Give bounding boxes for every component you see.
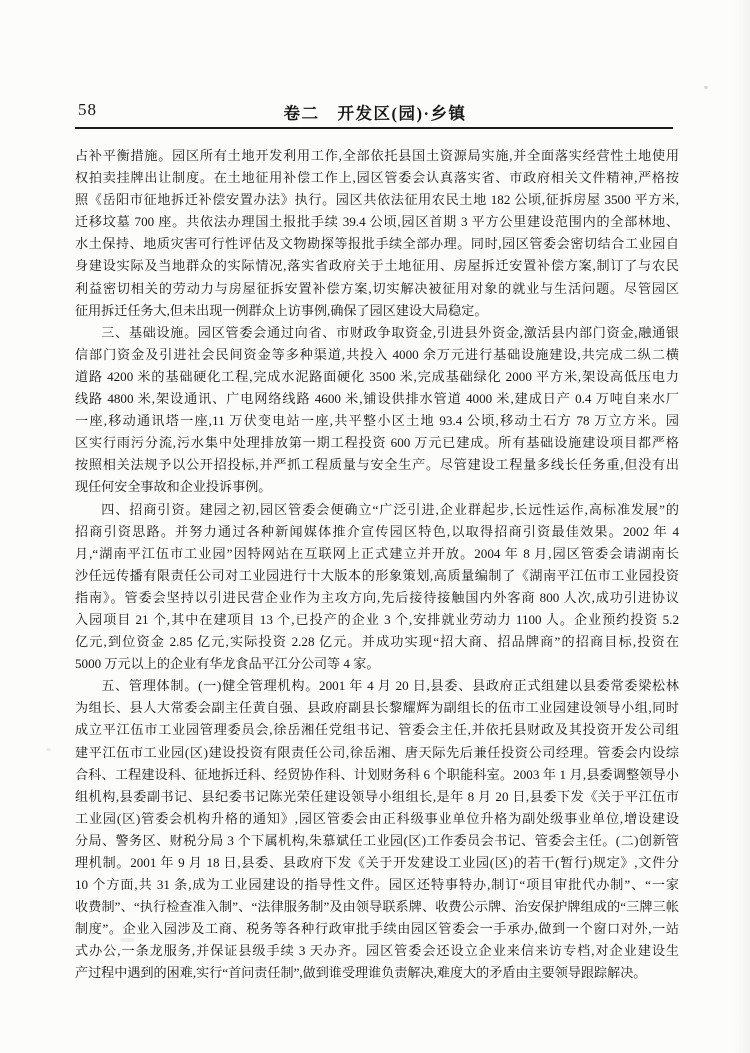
text-line: 三、基础设施。园区管委会通过向省、市财政争取资金,引进县外资金,激活县内部门资金,融通银 xyxy=(101,324,679,340)
text-line: 权拍卖挂牌出让制度。在土地征用补偿工作上,园区管委会认真落实省、市政府相关文件精神,严格按 xyxy=(75,170,679,186)
text-line: 式办公,一条龙服务,并保证县级手续 3 天办齐。园区管委会还设立企业来信来访专档,对企业建设生 xyxy=(75,943,679,959)
text-line: 信部门资金及引进社会民间资金等多种渠道,共投入 4000 余万元进行基础设施建设,共完成二纵二横 xyxy=(75,346,679,362)
text-line: 月,“湖南平江伍市工业园”因特网站在互联网上正式建立并开放。2004 年 8 月,园区管委会请湖南长 xyxy=(75,545,679,561)
text-line: 身建设实际及当地群众的实际情况,落实省政府关于土地征用、房屋拆迁安置补偿方案,制订了与农民 xyxy=(75,258,679,274)
text-line: 征用拆迁任务大,但未出现一例群众上访事例,确保了园区建设大局稳定。 xyxy=(75,302,488,318)
text-line: 理机制。2001 年 9 月 18 日,县委、县政府下发《关于开发建设工业园(区)的若干(暂行)规定》,文件分 xyxy=(75,855,679,870)
text-line: 沙任远传播有限责任公司对工业园进行十大版本的形象策划,高质量编制了《湖南平江伍市工业园投资 xyxy=(75,567,679,583)
text-line: 产过程中遇到的困难,实行“首问责任制”,做到谁受理谁负责解决,难度大的矛盾由主要领导跟踪解决。 xyxy=(75,965,647,981)
text-line: 利益密切相关的劳动力与房屋征拆安置补偿方案,切实解决被征用对象的就业与生活问题。尽管园区 xyxy=(75,280,679,296)
text-line: 照《岳阳市征地拆迁补偿安置办法》执行。园区共依法征用农民土地 182 公顷,征拆房屋 3500 平方米, xyxy=(75,192,679,208)
text-line: 占补平衡措施。园区所有土地开发利用工作,全部依托县国土资源局实施,并全面落实经营性土地使用 xyxy=(75,148,679,163)
text-line: 亿元,到位资金 2.85 亿元,实际投资 2.28 亿元。并成功实现“招大商、招品牌商”的招商目标,投资在 xyxy=(75,634,679,650)
scan-speck xyxy=(704,86,708,89)
text-line: 一座,移动通讯塔一座,11 万伏变电站一座,共平整小区土地 93.4 公顷,移动土石方 78 万立方米。园 xyxy=(75,413,679,429)
text-line: 10 个方面,共 31 条,成为工业园建设的指导性文件。园区还特事特办,制订“项目审批代办制”、“一家 xyxy=(75,877,679,893)
text-line: 5000 万元以上的企业有华龙食品平江分公司等 4 家。 xyxy=(75,656,380,672)
text-line: 为组长、县人大常委会副主任黄自强、县政府副县长黎耀辉为副组长的伍市工业园建设领导小组,同时 xyxy=(75,700,679,716)
text-line: 区实行雨污分流,污水集中处理排放第一期工程投资 600 万元已建成。所有基础设施建设项目都严格 xyxy=(75,435,679,451)
text-line: 收费制”、“执行检查准入制”、“法律服务制”及由领导联系牌、收费公示牌、治安保护牌组成的“三牌三帐 xyxy=(75,899,679,915)
text-line: 指南》。管委会坚持以引进民营企业作为主攻方向,先后接待接触国内外客商 800 人次,成功引进协议 xyxy=(75,589,679,605)
text-line: 招商引资思路。并努力通过各种新闻媒体推介宣传园区特色,以取得招商引资最佳效果。2002 年 4 xyxy=(75,523,679,539)
text-line: 迁移坟墓 700 座。共依法办理国土报批手续 39.4 公顷,园区首期 3 平方公里建设范围内的全部林地、 xyxy=(75,214,679,230)
page-number: 58 xyxy=(78,100,97,119)
scan-speck xyxy=(120,938,134,942)
text-line: 四、招商引资。建园之初,园区管委会便确立“广泛引进,企业群起步,长远性运作,高标准发展”的 xyxy=(101,501,679,517)
text-line: 建平江伍市工业园(区)建设投资有限责任公司,徐岳湘、唐天际先后兼任投资公司经理。管委会内设综 xyxy=(75,744,679,760)
text-line: 制度”。企业入园涉及工商、税务等各种行政审批手续由园区管委会一手承办,做到一个窗口对外,一站 xyxy=(75,921,679,937)
text-line: 入园项目 21 个,其中在建项目 13 个,已投产的企业 3 个,安排就业劳动力 1100 人。企业预约投资 5.2 xyxy=(75,611,679,627)
running-header-title: 卷二 开发区(园)·乡镇 xyxy=(283,104,467,123)
text-line: 水土保持、地质灾害可行性评估及文物勘探等报批手续全部办理。同时,园区管委会密切结合工业园自 xyxy=(75,236,679,252)
scan-edge-shading xyxy=(734,0,750,1053)
text-line: 线路 4800 米,架设通讯、广电网络线路 4600 米,铺设供排水管道 4000 米,建成日产 0.4 万吨自来水厂 xyxy=(75,391,679,407)
scan-speck xyxy=(46,748,51,751)
text-line: 道路 4200 米的基础硬化工程,完成水泥路面硬化 3500 米,完成基础绿化 2000 平方米,架设高低压电力 xyxy=(75,368,679,384)
text-line: 五、管理体制。(一)健全管理机构。2001 年 4 月 20 日,县委、县政府正式组建以县委常委梁松林 xyxy=(101,678,679,694)
text-line: 按照相关法规予以公开招投标,并严抓工程质量与安全生产。尽管建设工程量多线长任务重,但没有出 xyxy=(75,457,679,473)
text-line: 合科、工程建设科、征地拆迁科、经贸协作科、计划财务科 6 个职能科室。2003 年 1 月,县委调整领导小 xyxy=(75,766,679,782)
header-divider-rule xyxy=(75,127,673,129)
page-body xyxy=(75,145,679,985)
text-line: 分局、警务区、财税分局 3 个下属机构,朱慕斌任工业园(区)工作委员会书记、管委会主任。(二)创新管 xyxy=(75,832,679,848)
text-line: 成立平江伍市工业园管理委员会,徐岳湘任党组书记、管委会主任,并依托县财政及其投资开发公司组 xyxy=(75,722,679,738)
text-line: 现任何安全事故和企业投诉事例。 xyxy=(75,479,272,495)
text-line: 工业园(区)管委会机构升格的通知》,园区管委会由正科级事业单位升格为副处级事业单位,增设建设 xyxy=(75,810,679,826)
text-line: 组机构,县委副书记、县纪委书记陈光荣任建设领导小组组长,是年 8 月 20 日,县委下发《关于平江伍市 xyxy=(75,788,679,804)
